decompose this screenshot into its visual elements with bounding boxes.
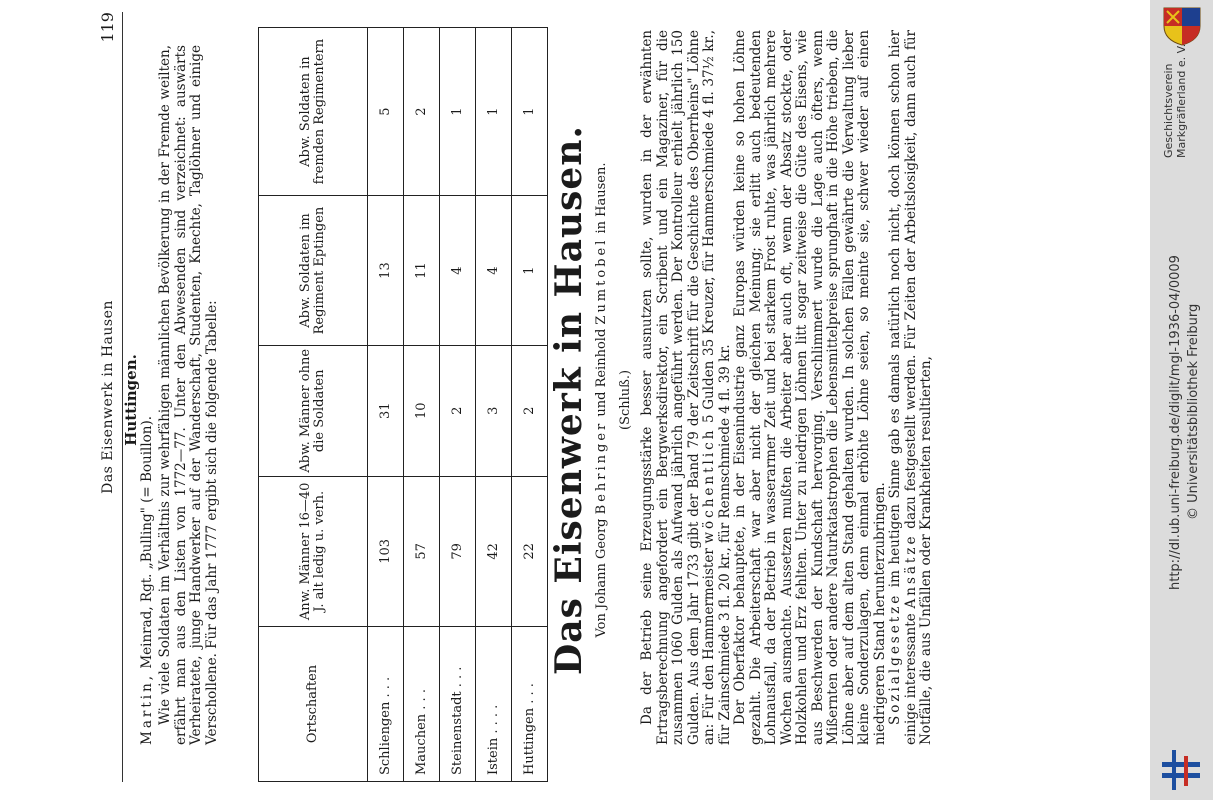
society-line-1: Geschichtsverein — [1162, 63, 1175, 158]
cell-value: 1 — [512, 28, 548, 196]
cell-place: Steinenstadt . . . — [440, 627, 476, 782]
cell-value: 3 — [476, 345, 512, 476]
cell-value: 11 — [404, 196, 440, 346]
cell-value: 1 — [512, 196, 548, 346]
article-title: Das Eisenwerk in Hausen. — [548, 125, 590, 675]
ub-freiburg-logo-icon — [1158, 748, 1204, 792]
society-line-2: Markgräflerland e. V. — [1175, 43, 1188, 158]
body-text: dazu festgestellt werden. Für Zeiten der Arbeitslosigkeit, dann auch für Notfälle, die aus Unfällen oder Krankheiten resultierten, — [902, 30, 934, 745]
byline-mid: und Reinhold — [594, 328, 609, 417]
table-row — [440, 28, 476, 782]
cell-value: 57 — [404, 476, 440, 626]
byline-prefix: Von Johann Georg — [594, 518, 609, 638]
cell-value: 1 — [440, 28, 476, 196]
cell-value: 1 — [476, 28, 512, 196]
header-foreign-soldiers: Abw. Soldaten in fremden Regimentern — [259, 28, 368, 196]
continuation-note: (Schluß.) — [618, 369, 633, 431]
society-name — [1162, 44, 1188, 158]
header-present-men: Anw. Männer 16—40 J. alt ledig u. verh. — [259, 476, 368, 626]
section-heading: Huttingen. — [122, 354, 140, 446]
source-url[interactable]: http://dl.ub.uni-freiburg.de/diglit/mgl-1936-04/0009 — [1168, 255, 1183, 590]
table-row — [476, 28, 512, 782]
coat-of-arms-icon — [1158, 6, 1206, 46]
cell-place: Huttingen . . . — [512, 627, 548, 782]
body-emphasis: Sozialgesetze — [887, 592, 903, 725]
intro-paragraph: Wie viele Soldaten im Verhältnis zur wehrfähigen männlichen Bevölkerung in der Fremde weilten, erfährt man aus den Listen von 1772—77. Unter den Abwesenden sind verzeichnet: auswärts Verheiratete, junge Handwerker auf der Wanderschaft, Studenten, Knechte, Taglöhner und einige Verschollene. Für das Jahr 1777 ergibt sich die folgende Tabelle: — [157, 45, 220, 745]
author-behringer: Behringer — [594, 420, 609, 515]
header-ortschaften: Ortschaften — [259, 627, 368, 782]
body-paragraph — [888, 30, 935, 745]
cell-value: 31 — [368, 345, 404, 476]
soldiers-table — [258, 27, 548, 782]
running-title: Das Eisenwerk in Hausen — [100, 300, 116, 494]
cell-value: 4 — [440, 196, 476, 346]
copyright-notice: © Universitätsbibliothek Freiburg — [1186, 303, 1201, 520]
body-paragraph: Der Oberfaktor behauptete, in der Eisenindustrie ganz Europas würden keine so hohen Löhne gezahlt. Die Arbeiterschaft war aber nicht der gleichen Meinung; sie erlitt auch bedeutenden Lohnausfall, da der Betrieb in wasserarmer Zeit und bei starkem Frost ruhte, was jährlich mehrere Wochen ausmachte. Aussetzen mußten die Arbeiter aber auch oft, wenn der Absatz stockte, oder Holzkohlen und Erz fehlten. Unter zu niedrigen Löhnen litt sogar zeitweise die Güte des Eisens, wie aus Beschwerden der Kundschaft hervorging. Verschlimmert wurde die Lage auch öfters, wenn Mißernten oder andere Naturkatastrophen die Lebensmittelpreise sprunghaft in die Höhe trieben, die Löhne aber auf dem alten Stand gehalten wurden. In solchen Fällen gewährte die Verwaltung lieber kleine Sonderzulagen, denn einmal erhöhte Löhne seien, so meinte sie, schwer wieder auf einen niedrigeren Stand herunterzubringen. — [732, 30, 888, 745]
cell-value: 2 — [404, 28, 440, 196]
table-row — [368, 28, 404, 782]
soldier-name: Martin, — [139, 672, 155, 745]
cell-value: 2 — [440, 345, 476, 476]
table-header-row — [259, 28, 368, 782]
cell-place: Schliengen . . . — [368, 627, 404, 782]
cell-value: 4 — [476, 196, 512, 346]
viewer-sidebar — [1150, 0, 1213, 800]
cell-value: 10 — [404, 345, 440, 476]
body-text: im heutigen Sinne gab es damals natürlich noch nicht, doch können schon hier einige interessante — [887, 30, 919, 745]
cell-value: 13 — [368, 196, 404, 346]
body-text: Da der Betrieb seine Erzeugungsstärke besser ausnutzen sollte, wurden in der erwähnten Ertragsberechnung angefordert ein Bergwerksdirektor, ein Scribent und ein Magaziner, für die zusammen 1060 Gulden als Aufwand jährlich angeführt werden. Der Kontrolleur erhielt jährlich 150 Gulden. Aus dem Jahr 1733 gibt der Band 79 der Zeitschrift für die Geschichte des Oberrheins" Löhne an: Für den Hammermeister — [639, 30, 717, 745]
table-row — [512, 28, 548, 782]
article-byline — [594, 0, 609, 800]
table-row — [404, 28, 440, 782]
author-zumtobel: Zumtobel — [594, 237, 609, 325]
body-paragraph — [640, 30, 733, 745]
cell-value: 2 — [512, 345, 548, 476]
cell-value: 103 — [368, 476, 404, 626]
article-body — [640, 30, 935, 745]
page-number: 119 — [98, 12, 117, 43]
cell-place: Istein . . . . — [476, 627, 512, 782]
cell-value: 42 — [476, 476, 512, 626]
body-text: 5 Gulden 35 Kreuzer, für Hammerschmiede 4 fl. 37½ kr., für Zainschmiede 3 fl. 20 kr., für Rennschmiede 4 fl. 39 kr. — [701, 29, 733, 745]
cell-value: 79 — [440, 476, 476, 626]
running-header — [98, 12, 123, 782]
header-absent-men: Abw. Männer ohne die Soldaten — [259, 345, 368, 476]
soldier-details: Meinrad, Rgt. „Bulling" (= Bouillon). — [139, 415, 155, 673]
soldier-entry — [140, 45, 156, 745]
cell-place: Mauchen . . . — [404, 627, 440, 782]
header-eptingen-soldiers: Abw. Soldaten im Regiment Eptingen — [259, 196, 368, 346]
cell-value: 5 — [368, 28, 404, 196]
byline-suffix: in Hausen. — [594, 162, 609, 234]
cell-value: 22 — [512, 476, 548, 626]
body-emphasis: Ansätze — [902, 533, 919, 609]
body-emphasis: wöchentlich — [701, 427, 717, 544]
